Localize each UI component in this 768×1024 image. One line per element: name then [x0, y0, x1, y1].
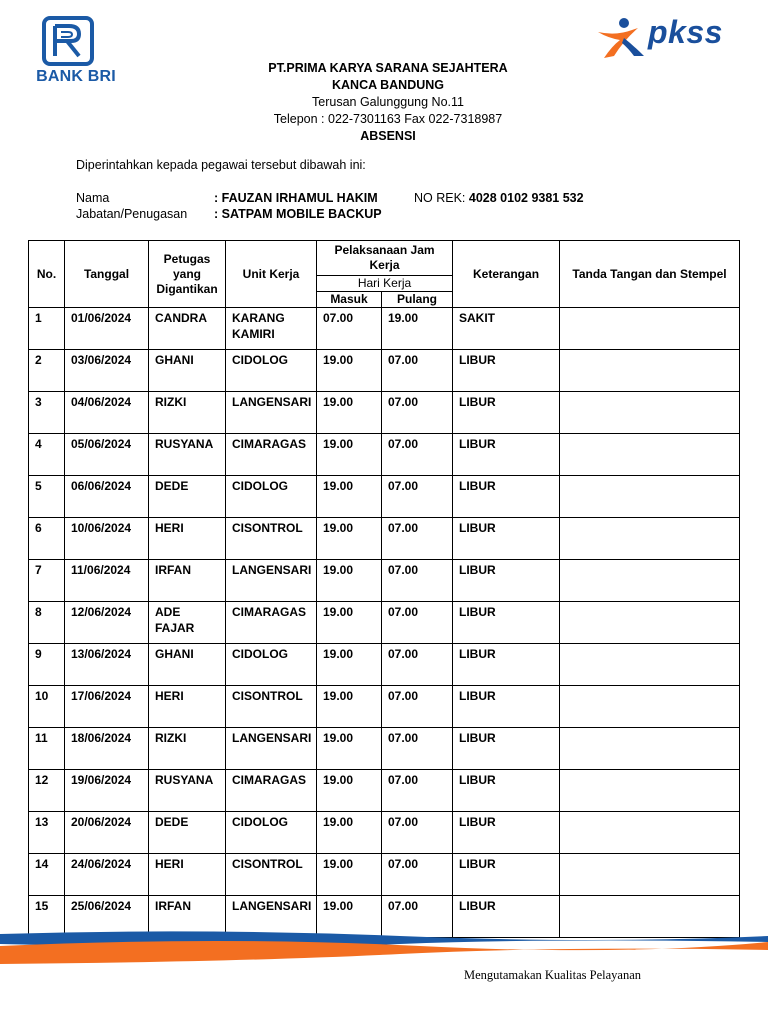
cell-no: 1 — [29, 308, 65, 350]
cell-no: 2 — [29, 350, 65, 392]
cell-out: 07.00 — [382, 392, 453, 434]
cell-officer: CANDRA — [149, 308, 226, 350]
cell-in: 19.00 — [317, 686, 382, 728]
cell-officer: RUSYANA — [149, 770, 226, 812]
cell-no: 12 — [29, 770, 65, 812]
cell-officer: GHANI — [149, 350, 226, 392]
cell-date: 12/06/2024 — [65, 602, 149, 644]
table-row — [29, 476, 740, 518]
footer-wave — [0, 928, 768, 968]
cell-no: 15 — [29, 896, 65, 938]
cell-unit: CIMARAGAS — [226, 770, 317, 812]
cell-signature — [560, 392, 740, 434]
pkss-label: pkss — [648, 14, 723, 50]
cell-note: LIBUR — [453, 896, 560, 938]
header-signature: Tanda Tangan dan Stempel — [560, 241, 740, 308]
cell-no: 10 — [29, 686, 65, 728]
cell-note: SAKIT — [453, 308, 560, 350]
table-row — [29, 518, 740, 560]
attendance-table — [28, 240, 740, 938]
cell-officer: RIZKI — [149, 728, 226, 770]
branch-name: KANCA BANDUNG — [331, 78, 445, 92]
cell-note: LIBUR — [453, 728, 560, 770]
letter-header — [0, 60, 768, 145]
cell-no: 4 — [29, 434, 65, 476]
name-value: : FAUZAN IRHAMUL HAKIM — [214, 191, 378, 205]
cell-out: 07.00 — [382, 728, 453, 770]
cell-signature — [560, 560, 740, 602]
cell-officer: HERI — [149, 518, 226, 560]
cell-no: 13 — [29, 812, 65, 854]
cell-in: 07.00 — [317, 308, 382, 350]
cell-out: 07.00 — [382, 560, 453, 602]
footer-slogan: Mengutamakan Kualitas Pelayanan — [464, 968, 642, 982]
cell-date: 04/06/2024 — [65, 392, 149, 434]
cell-signature — [560, 644, 740, 686]
cell-signature — [560, 308, 740, 350]
cell-date: 19/06/2024 — [65, 770, 149, 812]
cell-signature — [560, 476, 740, 518]
cell-officer: ADE FAJAR — [149, 602, 226, 644]
cell-out: 07.00 — [382, 644, 453, 686]
cell-date: 20/06/2024 — [65, 812, 149, 854]
cell-officer: HERI — [149, 854, 226, 896]
table-row — [29, 392, 740, 434]
cell-no: 9 — [29, 644, 65, 686]
cell-signature — [560, 350, 740, 392]
cell-in: 19.00 — [317, 602, 382, 644]
cell-date: 24/06/2024 — [65, 854, 149, 896]
cell-unit: CIMARAGAS — [226, 434, 317, 476]
cell-date: 25/06/2024 — [65, 896, 149, 938]
pkss-logo — [594, 14, 746, 58]
table-row — [29, 560, 740, 602]
cell-signature — [560, 812, 740, 854]
cell-out: 07.00 — [382, 812, 453, 854]
document-title: ABSENSI — [360, 129, 416, 143]
phone: Telepon : 022-7301163 Fax 022-7318987 — [273, 112, 503, 126]
cell-date: 03/06/2024 — [65, 350, 149, 392]
cell-unit: CIDOLOG — [226, 644, 317, 686]
cell-note: LIBUR — [453, 854, 560, 896]
cell-unit: LANGENSARI — [226, 728, 317, 770]
bank-bri-label: BANK BRI — [36, 68, 116, 85]
cell-no: 5 — [29, 476, 65, 518]
cell-date: 13/06/2024 — [65, 644, 149, 686]
table-row — [29, 602, 740, 644]
pkss-runner-icon — [594, 16, 652, 60]
cell-in: 19.00 — [317, 476, 382, 518]
cell-out: 07.00 — [382, 518, 453, 560]
cell-note: LIBUR — [453, 560, 560, 602]
cell-in: 19.00 — [317, 770, 382, 812]
position-value: : SATPAM MOBILE BACKUP — [214, 207, 382, 221]
cell-unit: LANGENSARI — [226, 392, 317, 434]
cell-no: 3 — [29, 392, 65, 434]
header-replaced-officer: Petugas yang Digantikan — [149, 241, 226, 308]
cell-date: 05/06/2024 — [65, 434, 149, 476]
cell-in: 19.00 — [317, 812, 382, 854]
header-no: No. — [29, 241, 65, 308]
cell-unit: LANGENSARI — [226, 560, 317, 602]
cell-note: LIBUR — [453, 518, 560, 560]
table-row — [29, 770, 740, 812]
cell-in: 19.00 — [317, 896, 382, 938]
cell-note: LIBUR — [453, 686, 560, 728]
cell-in: 19.00 — [317, 434, 382, 476]
position-label: Jabatan/Penugasan — [76, 207, 188, 221]
cell-signature — [560, 854, 740, 896]
name-label: Nama — [76, 191, 110, 205]
cell-date: 01/06/2024 — [65, 308, 149, 350]
cell-officer: GHANI — [149, 644, 226, 686]
cell-in: 19.00 — [317, 350, 382, 392]
cell-in: 19.00 — [317, 854, 382, 896]
cell-in: 19.00 — [317, 728, 382, 770]
cell-in: 19.00 — [317, 560, 382, 602]
intro-text: Diperintahkan kepada pegawai tersebut dibawah ini: — [76, 158, 366, 172]
table-row — [29, 434, 740, 476]
cell-date: 10/06/2024 — [65, 518, 149, 560]
table-row — [29, 728, 740, 770]
header-unit: Unit Kerja — [226, 241, 317, 308]
cell-officer: DEDE — [149, 812, 226, 854]
cell-unit: LANGENSARI — [226, 896, 317, 938]
cell-signature — [560, 728, 740, 770]
cell-note: LIBUR — [453, 812, 560, 854]
cell-officer: HERI — [149, 686, 226, 728]
cell-unit: CIDOLOG — [226, 476, 317, 518]
bri-emblem-icon — [42, 16, 94, 66]
cell-signature — [560, 518, 740, 560]
cell-unit: CIDOLOG — [226, 812, 317, 854]
account-number — [414, 191, 584, 205]
account-value: 4028 0102 9381 532 — [468, 191, 584, 205]
header-in: Masuk — [317, 292, 382, 308]
cell-no: 8 — [29, 602, 65, 644]
table-row — [29, 350, 740, 392]
cell-unit: CISONTROL — [226, 686, 317, 728]
cell-in: 19.00 — [317, 392, 382, 434]
cell-unit: KARANG KAMIRI — [226, 308, 317, 350]
table-row — [29, 644, 740, 686]
cell-officer: DEDE — [149, 476, 226, 518]
cell-out: 19.00 — [382, 308, 453, 350]
cell-in: 19.00 — [317, 518, 382, 560]
cell-unit: CISONTROL — [226, 518, 317, 560]
cell-note: LIBUR — [453, 434, 560, 476]
header-out: Pulang — [382, 292, 453, 308]
cell-officer: IRFAN — [149, 560, 226, 602]
cell-signature — [560, 434, 740, 476]
table-row — [29, 812, 740, 854]
cell-signature — [560, 686, 740, 728]
cell-out: 07.00 — [382, 896, 453, 938]
cell-unit: CISONTROL — [226, 854, 317, 896]
cell-unit: CIDOLOG — [226, 350, 317, 392]
cell-note: LIBUR — [453, 476, 560, 518]
cell-note: LIBUR — [453, 644, 560, 686]
table-row — [29, 686, 740, 728]
header-workday: Hari Kerja — [317, 276, 453, 292]
cell-date: 18/06/2024 — [65, 728, 149, 770]
address: Terusan Galunggung No.11 — [312, 95, 464, 109]
header-note: Keterangan — [453, 241, 560, 308]
cell-out: 07.00 — [382, 350, 453, 392]
table-row — [29, 308, 740, 350]
cell-no: 14 — [29, 854, 65, 896]
cell-out: 07.00 — [382, 686, 453, 728]
cell-unit: CIMARAGAS — [226, 602, 317, 644]
cell-out: 07.00 — [382, 854, 453, 896]
cell-officer: RIZKI — [149, 392, 226, 434]
cell-note: LIBUR — [453, 770, 560, 812]
cell-signature — [560, 770, 740, 812]
header-date: Tanggal — [65, 241, 149, 308]
header-execution: Pelaksanaan Jam Kerja — [317, 241, 453, 276]
cell-date: 06/06/2024 — [65, 476, 149, 518]
cell-no: 6 — [29, 518, 65, 560]
cell-date: 17/06/2024 — [65, 686, 149, 728]
cell-out: 07.00 — [382, 476, 453, 518]
cell-out: 07.00 — [382, 770, 453, 812]
cell-note: LIBUR — [453, 350, 560, 392]
cell-in: 19.00 — [317, 644, 382, 686]
cell-note: LIBUR — [453, 392, 560, 434]
cell-out: 07.00 — [382, 602, 453, 644]
cell-date: 11/06/2024 — [65, 560, 149, 602]
cell-no: 7 — [29, 560, 65, 602]
account-label: NO REK: — [414, 191, 466, 205]
company-name: PT.PRIMA KARYA SARANA SEJAHTERA — [268, 61, 508, 75]
cell-officer: RUSYANA — [149, 434, 226, 476]
table-row — [29, 854, 740, 896]
cell-out: 07.00 — [382, 434, 453, 476]
cell-signature — [560, 602, 740, 644]
cell-note: LIBUR — [453, 602, 560, 644]
cell-no: 11 — [29, 728, 65, 770]
cell-officer: IRFAN — [149, 896, 226, 938]
